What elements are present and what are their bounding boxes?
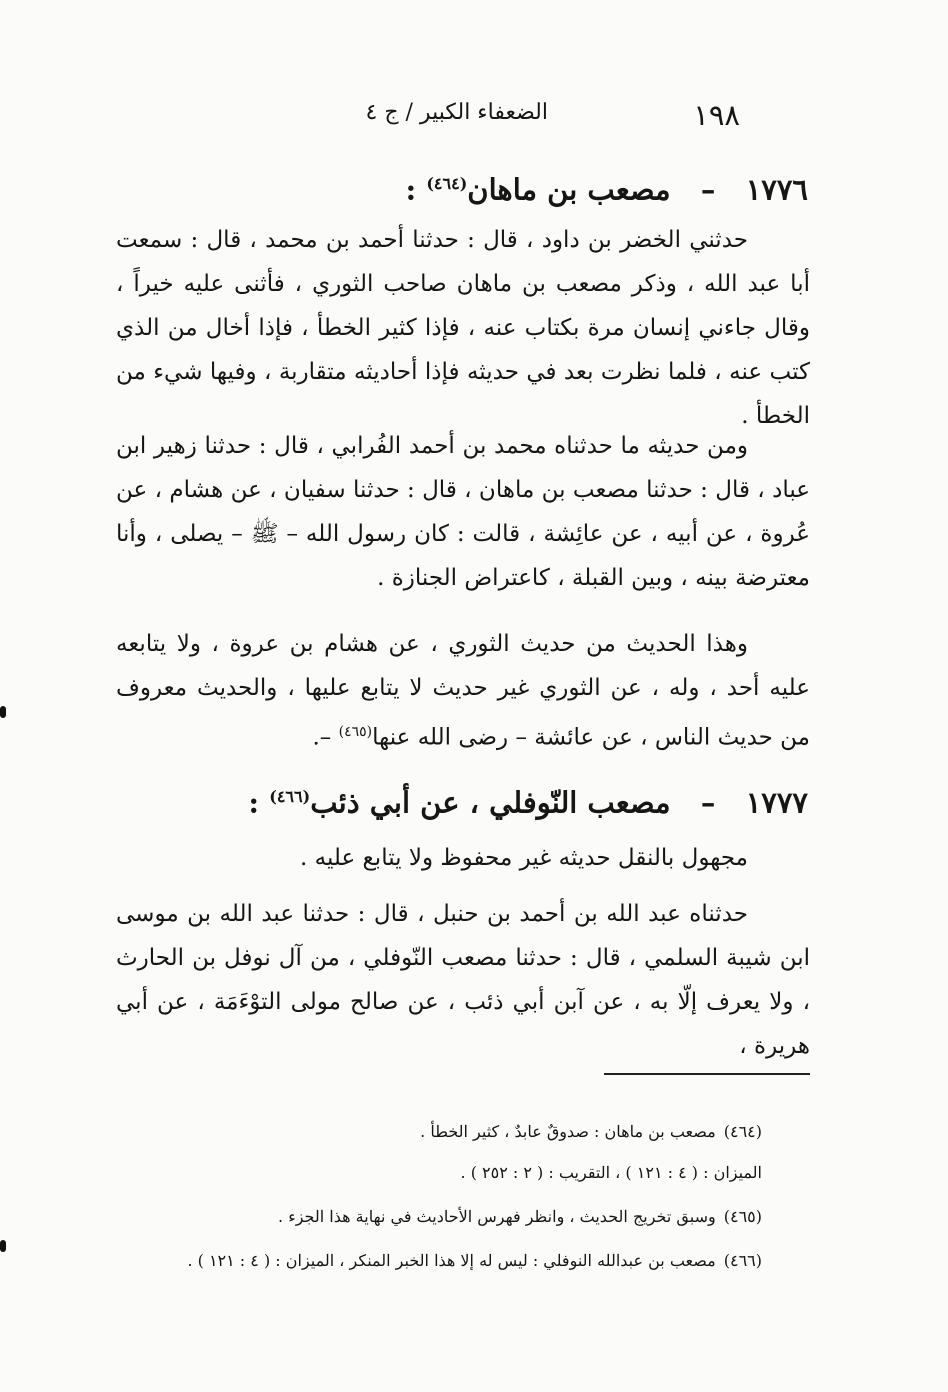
footnote-number: (٤٦٥) <box>723 1207 762 1226</box>
scan-mark <box>0 1240 6 1252</box>
entry-name: مصعب النّوفلي ، عن أبي ذئب <box>310 785 671 820</box>
paragraph-isnad-1: حدثني الخضر بن داود ، قال : حدثنا أحمد بن محمد ، قال : سمعت أبا عبد الله ، وذكر مصعب بن ماهان صاحب الثوري ، فأثنى عليه خيراً ، وقال جاءني إنسان مرة بكتاب عنه ، فإذا كثير الخطأ ، فإذا أخال من الذي كتب عنه ، فلما نظرت بعد في حديثه فإذا أحاديثه متقاربة ، وفيها شيء من الخطأ . <box>116 227 810 429</box>
scan-mark <box>0 706 6 718</box>
footnote-ref: (٤٦٤) <box>426 174 468 193</box>
entry-number: ١٧٧٦ <box>745 172 808 207</box>
entry-heading-1776 <box>406 165 808 209</box>
footnote-466 <box>142 1249 762 1273</box>
paragraph-verdict: مجهول بالنقل حديثه غير محفوظ ولا يتابع عليه . <box>300 845 748 871</box>
footnote-text: مصعب بن عبدالله النوفلي : ليس له إلا هذا الخبر المنكر ، الميزان : ( ٤ : ١٢١ ) . <box>187 1251 716 1270</box>
paragraph-hadith: ومن حديثه ما حدثناه محمد بن أحمد الفُرابي ، قال : حدثنا زهير ابن عباد ، قال : حدثنا مصعب بن ماهان ، قال : حدثنا سفيان ، عن هشام ، عن عُروة ، عن أبيه ، عن عائِشة ، قالت : كان رسول الله – ﷺ – يصلى ، وأنا معترضة بينه ، وبين القبلة ، كاعتراض الجنازة . <box>116 433 810 591</box>
footnote-464 <box>142 1120 762 1144</box>
footnote-number: (٤٦٤) <box>723 1122 762 1141</box>
footnote-464-sources <box>142 1161 762 1185</box>
footnote-number: (٤٦٦) <box>723 1251 762 1270</box>
entry-heading-1777 <box>248 778 808 822</box>
footnote-465 <box>142 1205 762 1229</box>
footnote-text: وسبق تخريج الحديث ، وانظر فهرس الأحاديث في نهاية هذا الجزء . <box>278 1207 716 1226</box>
entry-colon: : <box>405 172 417 207</box>
footnote-ref: (٤٦٥) <box>338 724 373 740</box>
running-title: الضعفاء الكبير / ج ٤ <box>365 100 548 125</box>
footnote-ref: (٤٦٦) <box>269 787 311 806</box>
paragraph-commentary <box>116 622 810 760</box>
page-number: ١٩٨ <box>693 98 740 132</box>
page-header <box>360 92 740 136</box>
entry-name: مصعب بن ماهان <box>467 172 671 207</box>
paragraph-commentary-text: وهذا الحديث من حديث الثوري ، عن هشام بن عروة ، ولا يتابعه عليه أحد ، وله ، عن الثوري غير حديث لا يتابع عليها ، والحديث معروف من حديث الناس ، عن عائشة – رضى الله عنها <box>116 631 810 751</box>
footnote-text: الميزان : ( ٤ : ١٢١ ) ، التقريب : ( ٢ : ٢٥٢ ) . <box>460 1163 762 1182</box>
entry-dash: – <box>680 785 736 820</box>
footnote-text: مصعب بن ماهان : صدوقٌ عابدٌ ، كثير الخطأ . <box>420 1122 716 1141</box>
footnote-divider <box>604 1073 810 1075</box>
paragraph-isnad-2: حدثناه عبد الله بن أحمد بن حنبل ، قال : حدثنا عبد الله بن موسى ابن شيبة السلمي ، قال : حدثنا مصعب النّوفلي ، من آل نوفل بن الحارث ، ولا يعرف إلّا به ، عن آبن أبي ذئب ، عن صالح مولى التوْءَمَة ، عن أبي هريرة ، <box>116 901 810 1059</box>
paragraph-commentary-end: –. <box>312 724 339 751</box>
entry-dash: – <box>680 172 736 207</box>
entry-number: ١٧٧٧ <box>745 785 808 820</box>
entry-colon: : <box>248 785 260 820</box>
